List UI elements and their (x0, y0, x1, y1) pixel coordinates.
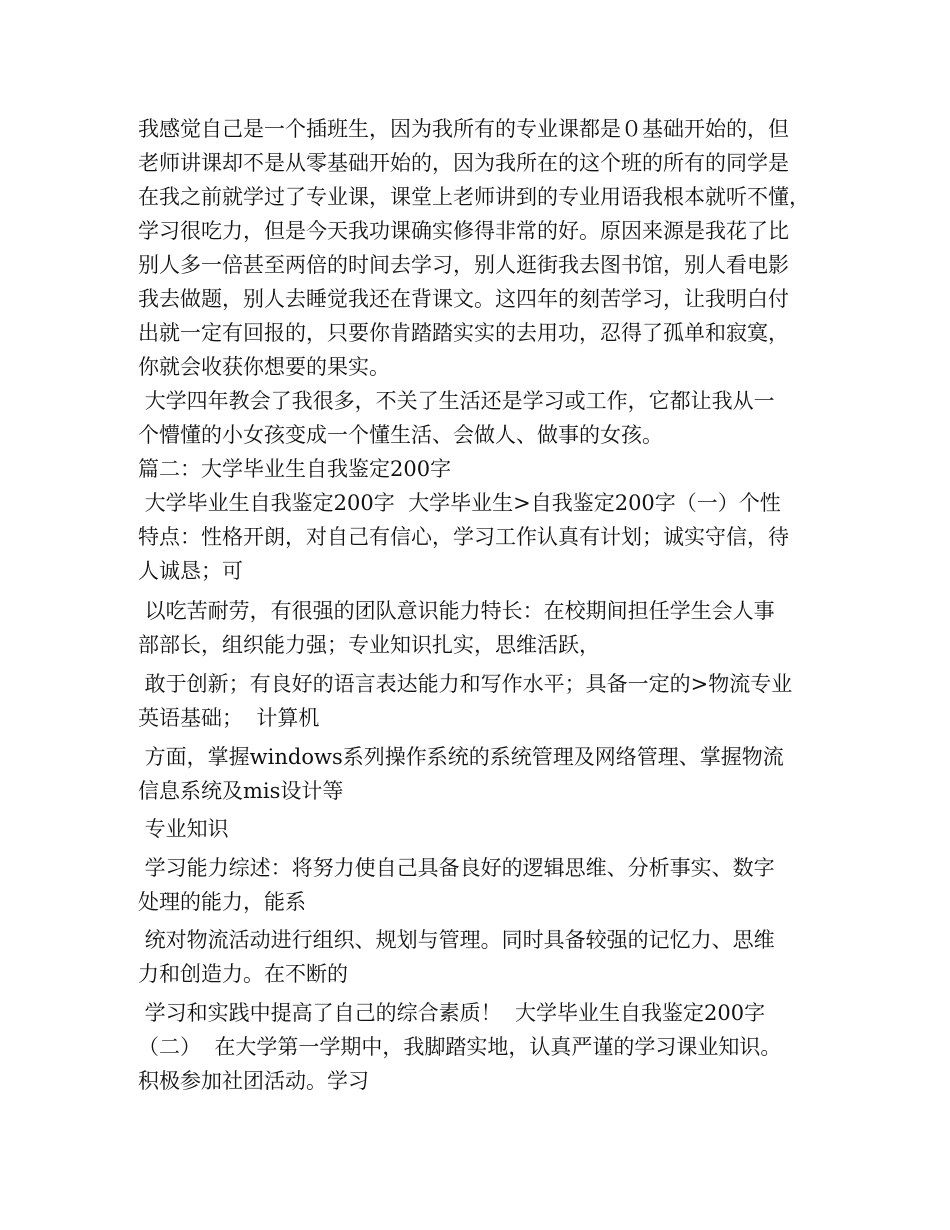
text-line: 别人多一倍甚至两倍的时间去学习，别人逛街我去图书馆，别人看电影 (138, 253, 789, 277)
text-line: 英语基础； 计算机 (138, 706, 320, 730)
text-line: 出就一定有回报的，只要你肯踏踏实实的去用功，忍得了孤单和寂寞， (138, 321, 789, 345)
text-line: 部部长，组织能力强；专业知识扎实，思维活跃， (138, 633, 600, 657)
text-line: 学习很吃力，但是今天我功课确实修得非常的好。原因来源是我花了比 (138, 219, 789, 243)
text-line: 学习和实践中提高了自己的综合素质！ 大学毕业生自我鉴定200字 (138, 1001, 766, 1025)
text-line: 人诚恳；可 (138, 559, 243, 583)
text-line: 方面，掌握windows系列操作系统的系统管理及网络管理、掌握物流 (138, 745, 784, 769)
text-line: 特点：性格开朗，对自己有信心，学习工作认真有计划；诚实守信，待 (138, 525, 789, 549)
text-line: 信息系统及mis设计等 (138, 779, 344, 803)
text-line: （二） 在大学第一学期中，我脚踏实地，认真严谨的学习课业知识。 (138, 1035, 782, 1059)
text-line: 我去做题，别人去睡觉我还在背课文。这四年的刻苦学习，让我明白付 (138, 287, 789, 311)
text-line: 学习能力综述：将努力使自己具备良好的逻辑思维、分析事实、数字 (138, 856, 775, 880)
text-line: 处理的能力，能系 (138, 890, 306, 914)
text-line: 在我之前就学过了专业课，课堂上老师讲到的专业用语我根本就听不懂， (138, 185, 810, 209)
text-line: 积极参加社团活动。学习 (138, 1069, 369, 1093)
text-line: 以吃苦耐劳，有很强的团队意识能力特长：在校期间担任学生会人事 (138, 599, 775, 623)
section-heading: 篇二：大学毕业生自我鉴定200字 (138, 457, 452, 481)
text-line: 老师讲课却不是从零基础开始的，因为我所在的这个班的所有的同学是 (138, 151, 789, 175)
text-line: 大学毕业生自我鉴定200字 大学毕业生>自我鉴定200字（一）个性 (138, 491, 781, 515)
text-line: 专业知识 (138, 817, 229, 841)
text-line: 你就会收获你想要的果实。 (138, 355, 390, 379)
text-line: 大学四年教会了我很多，不关了生活还是学习或工作，它都让我从一 (138, 389, 775, 413)
text-line: 我感觉自己是一个插班生，因为我所有的专业课都是０基础开始的，但 (138, 117, 789, 141)
text-line: 敢于创新；有良好的语言表达能力和写作水平；具备一定的>物流专业 (138, 672, 793, 696)
text-line: 统对物流活动进行组织、规划与管理。同时具备较强的记忆力、思维 (138, 928, 775, 952)
text-line: 个懵懂的小女孩变成一个懂生活、会做人、做事的女孩。 (138, 423, 663, 447)
text-line: 力和创造力。在不断的 (138, 962, 348, 986)
